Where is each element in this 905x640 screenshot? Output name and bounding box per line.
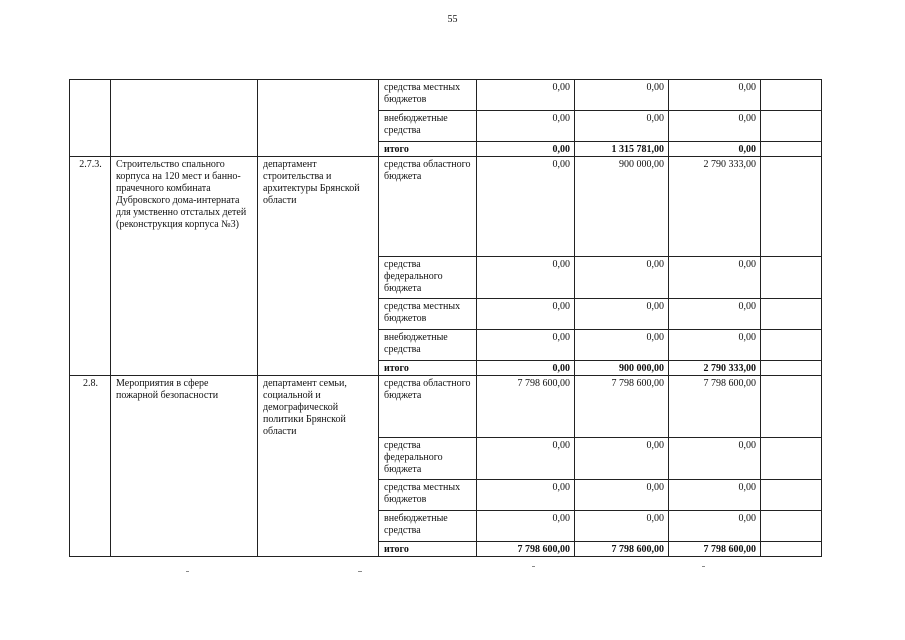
empty-cell bbox=[761, 511, 822, 542]
funding-source: внебюджетные средства bbox=[379, 111, 477, 142]
funding-source: средства областного бюджета bbox=[379, 376, 477, 438]
amount-year-2: 0,00 bbox=[575, 111, 669, 142]
executor bbox=[258, 80, 379, 157]
amount-year-1: 0,00 bbox=[477, 480, 575, 511]
table-row bbox=[70, 80, 822, 111]
amount-year-2: 0,00 bbox=[575, 80, 669, 111]
measure-name: Строительство спального корпуса на 120 мест и банно-прачечного комбината Дубровского дома-интерната для умственно отсталых детей (реконструкция корпуса №3) bbox=[111, 157, 258, 376]
empty-cell bbox=[761, 157, 822, 257]
amount-year-3: 0,00 bbox=[669, 330, 761, 361]
amount-year-1: 0,00 bbox=[477, 330, 575, 361]
table-row bbox=[70, 157, 822, 257]
empty-cell bbox=[761, 80, 822, 111]
item-number: 2.8. bbox=[70, 376, 111, 557]
empty-cell bbox=[761, 330, 822, 361]
empty-cell bbox=[761, 480, 822, 511]
funding-source: внебюджетные средства bbox=[379, 511, 477, 542]
item-number bbox=[70, 80, 111, 157]
amount-year-1: 0,00 bbox=[477, 257, 575, 299]
amount-year-2: 1 315 781,00 bbox=[575, 142, 669, 157]
amount-year-3: 2 790 333,00 bbox=[669, 361, 761, 376]
empty-cell bbox=[761, 257, 822, 299]
empty-cell bbox=[761, 376, 822, 438]
measure-name: Мероприятия в сфере пожарной безопасности bbox=[111, 376, 258, 557]
amount-year-3: 2 790 333,00 bbox=[669, 157, 761, 257]
funding-source: средства местных бюджетов bbox=[379, 80, 477, 111]
funding-source: итого bbox=[379, 542, 477, 557]
empty-cell bbox=[761, 438, 822, 480]
amount-year-2: 0,00 bbox=[575, 257, 669, 299]
amount-year-2: 0,00 bbox=[575, 511, 669, 542]
amount-year-3: 0,00 bbox=[669, 511, 761, 542]
funding-source: итого bbox=[379, 142, 477, 157]
amount-year-1: 0,00 bbox=[477, 142, 575, 157]
amount-year-2: 7 798 600,00 bbox=[575, 542, 669, 557]
amount-year-1: 0,00 bbox=[477, 438, 575, 480]
amount-year-1: 0,00 bbox=[477, 299, 575, 330]
amount-year-1: 0,00 bbox=[477, 111, 575, 142]
funding-source: средства федерального бюджета bbox=[379, 438, 477, 480]
measure-name bbox=[111, 80, 258, 157]
funding-source: итого bbox=[379, 361, 477, 376]
amount-year-3: 0,00 bbox=[669, 142, 761, 157]
funding-source: средства местных бюджетов bbox=[379, 299, 477, 330]
amount-year-3: 0,00 bbox=[669, 80, 761, 111]
empty-cell bbox=[761, 361, 822, 376]
budget-table bbox=[69, 79, 822, 557]
amount-year-1: 0,00 bbox=[477, 361, 575, 376]
amount-year-2: 900 000,00 bbox=[575, 157, 669, 257]
item-number: 2.7.3. bbox=[70, 157, 111, 376]
scan-mark bbox=[186, 571, 189, 572]
empty-cell bbox=[761, 542, 822, 557]
amount-year-2: 7 798 600,00 bbox=[575, 376, 669, 438]
amount-year-3: 0,00 bbox=[669, 480, 761, 511]
amount-year-2: 0,00 bbox=[575, 480, 669, 511]
amount-year-1: 0,00 bbox=[477, 511, 575, 542]
executor: департамент семьи, социальной и демографической политики Брянской области bbox=[258, 376, 379, 557]
scan-mark bbox=[702, 566, 705, 567]
amount-year-1: 7 798 600,00 bbox=[477, 376, 575, 438]
funding-source: средства федерального бюджета bbox=[379, 257, 477, 299]
amount-year-3: 0,00 bbox=[669, 299, 761, 330]
empty-cell bbox=[761, 142, 822, 157]
scan-mark bbox=[358, 571, 362, 572]
amount-year-3: 0,00 bbox=[669, 257, 761, 299]
amount-year-2: 0,00 bbox=[575, 330, 669, 361]
amount-year-2: 900 000,00 bbox=[575, 361, 669, 376]
amount-year-3: 7 798 600,00 bbox=[669, 376, 761, 438]
amount-year-3: 7 798 600,00 bbox=[669, 542, 761, 557]
funding-source: средства местных бюджетов bbox=[379, 480, 477, 511]
funding-source: внебюджетные средства bbox=[379, 330, 477, 361]
amount-year-1: 0,00 bbox=[477, 80, 575, 111]
table-row bbox=[70, 376, 822, 438]
amount-year-1: 0,00 bbox=[477, 157, 575, 257]
amount-year-2: 0,00 bbox=[575, 299, 669, 330]
amount-year-3: 0,00 bbox=[669, 438, 761, 480]
empty-cell bbox=[761, 111, 822, 142]
scan-mark bbox=[532, 566, 535, 567]
amount-year-2: 0,00 bbox=[575, 438, 669, 480]
amount-year-1: 7 798 600,00 bbox=[477, 542, 575, 557]
amount-year-3: 0,00 bbox=[669, 111, 761, 142]
page-number: 55 bbox=[447, 14, 458, 25]
executor: департамент строительства и архитектуры Брянской области bbox=[258, 157, 379, 376]
funding-source: средства областного бюджета bbox=[379, 157, 477, 257]
empty-cell bbox=[761, 299, 822, 330]
